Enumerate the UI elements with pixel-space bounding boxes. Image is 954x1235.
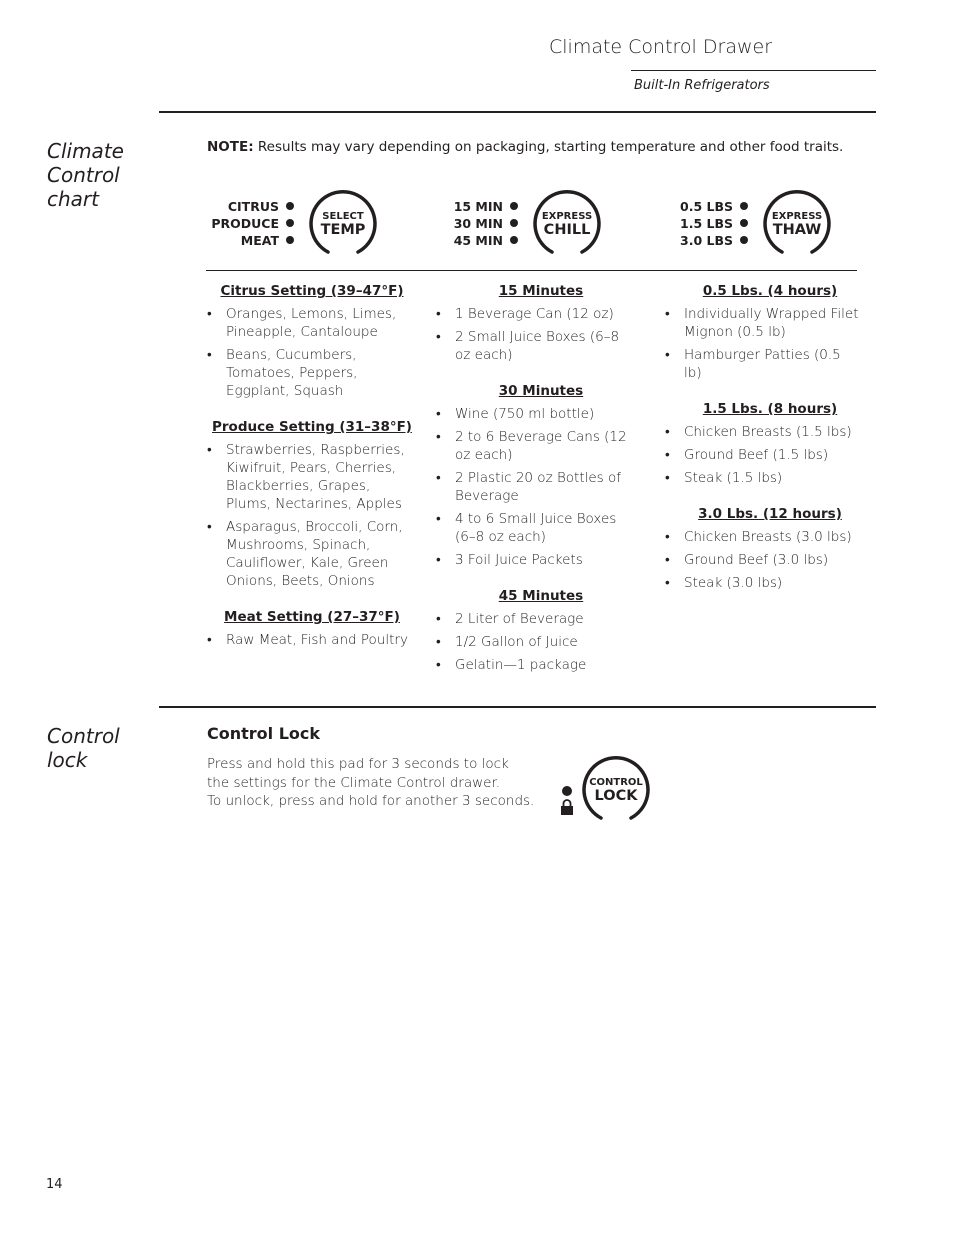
select-temp-control xyxy=(200,189,378,261)
side-title-line: Control xyxy=(47,163,120,187)
page-header-title: Climate Control Drawer xyxy=(549,36,772,58)
indicator-dot-icon xyxy=(562,786,572,796)
list-item: • Asparagus, Broccoli, Corn, Mushrooms, Spinach, Cauliflower, Kale, Green Onions, Beets, Onions xyxy=(207,518,419,590)
express-thaw-column xyxy=(665,282,860,597)
indicator-dot-icon xyxy=(740,219,748,227)
control-option: 30 MIN xyxy=(454,215,518,232)
note-label: NOTE: xyxy=(207,139,254,155)
item-list xyxy=(436,610,632,674)
list-item: • Raw Meat, Fish and Poultry xyxy=(207,631,419,649)
list-item: • Individually Wrapped Filet Mignon (0.5 lb) xyxy=(665,305,860,341)
control-option: 15 MIN xyxy=(454,198,518,215)
indicator-dot-icon xyxy=(740,202,748,210)
side-title-climate-chart xyxy=(47,139,124,211)
list-item: • 2 Small Juice Boxes (6–8 oz each) xyxy=(436,328,632,364)
ring-label-small: CONTROL xyxy=(589,777,643,788)
setting-heading: Meat Setting (27–37°F) xyxy=(224,609,400,625)
control-lock-button-graphic xyxy=(581,755,651,825)
ring-label-big: TEMP xyxy=(320,222,366,238)
instruction-line: Press and hold this pad for 3 seconds to lock xyxy=(207,756,509,772)
header-divider xyxy=(631,70,876,71)
control-option: PRODUCE xyxy=(211,215,294,232)
item-list xyxy=(665,423,860,487)
list-item: • 2 to 6 Beverage Cans (12 oz each) xyxy=(436,428,632,464)
item-list xyxy=(207,631,419,649)
note-text: Results may vary depending on packaging, starting temperature and other food traits. xyxy=(253,139,844,155)
ring-label-small: SELECT xyxy=(322,211,364,222)
indicator-dot-icon xyxy=(510,236,518,244)
page-number: 14 xyxy=(46,1177,63,1192)
list-item: • Steak (1.5 lbs) xyxy=(665,469,860,487)
side-title-line: Control xyxy=(47,724,120,748)
setting-heading: 45 Minutes xyxy=(498,588,584,604)
setting-heading: 15 Minutes xyxy=(498,283,584,299)
side-title-line: chart xyxy=(47,187,99,211)
setting-heading: 0.5 Lbs. (4 hours) xyxy=(702,283,838,299)
ring-label-big: THAW xyxy=(772,222,822,238)
setting-heading: Citrus Setting (39–47°F) xyxy=(220,283,404,299)
list-item: • Wine (750 ml bottle) xyxy=(436,405,632,423)
control-option: 0.5 LBS xyxy=(680,198,748,215)
control-lock-heading: Control Lock xyxy=(207,724,321,743)
chart-divider xyxy=(206,270,857,271)
list-item: • Ground Beef (1.5 lbs) xyxy=(665,446,860,464)
list-item: • Beans, Cucumbers, Tomatoes, Peppers, Eggplant, Squash xyxy=(207,346,419,400)
indicator-dot-icon xyxy=(286,202,294,210)
list-item: • 2 Plastic 20 oz Bottles of Beverage xyxy=(436,469,632,505)
list-item: • Oranges, Lemons, Limes, Pineapple, Cantaloupe xyxy=(207,305,419,341)
side-title-control-lock xyxy=(47,724,120,772)
instruction-line: To unlock, press and hold for another 3 seconds. xyxy=(207,793,535,809)
setting-heading: 1.5 Lbs. (8 hours) xyxy=(702,401,838,417)
item-list xyxy=(207,441,419,590)
indicator-dot-icon xyxy=(740,236,748,244)
express-chill-control xyxy=(420,189,602,261)
list-item: • 4 to 6 Small Juice Boxes (6–8 oz each) xyxy=(436,510,632,546)
list-item: • Ground Beef (3.0 lbs) xyxy=(665,551,860,569)
setting-heading: 30 Minutes xyxy=(498,383,584,399)
setting-heading: 3.0 Lbs. (12 hours) xyxy=(698,506,842,522)
instruction-line: the settings for the Climate Control drawer. xyxy=(207,774,501,791)
control-option: 45 MIN xyxy=(454,232,518,249)
section-divider-control-lock xyxy=(159,706,876,708)
results-note xyxy=(207,139,843,155)
list-item: • Chicken Breasts (3.0 lbs) xyxy=(665,528,860,546)
list-item: • Strawberries, Raspberries, Kiwifruit, Pears, Cherries, Blackberries, Grapes, Plums, Nectarines, Apples xyxy=(207,441,419,513)
ring-label-small: EXPRESS xyxy=(771,211,823,222)
item-list xyxy=(436,405,632,569)
list-item: • 3 Foil Juice Packets xyxy=(436,551,632,569)
list-item: • Gelatin—1 package xyxy=(436,656,632,674)
indicator-dot-icon xyxy=(510,219,518,227)
select-temp-column xyxy=(207,282,419,654)
ring-label-big: LOCK xyxy=(594,788,638,804)
list-item: • Chicken Breasts (1.5 lbs) xyxy=(665,423,860,441)
control-lock-instructions xyxy=(207,755,534,811)
ring-label-big: CHILL xyxy=(543,222,591,238)
list-item: • Steak (3.0 lbs) xyxy=(665,574,860,592)
indicator-dot-icon xyxy=(510,202,518,210)
item-list xyxy=(207,305,419,400)
section-divider-climate xyxy=(159,111,876,113)
item-list xyxy=(665,528,860,592)
control-option: 1.5 LBS xyxy=(680,215,748,232)
list-item: • 2 Liter of Beverage xyxy=(436,610,632,628)
control-option: 3.0 LBS xyxy=(680,232,748,249)
list-item: • 1 Beverage Can (12 oz) xyxy=(436,305,632,323)
express-thaw-control xyxy=(650,189,832,261)
express-chill-column xyxy=(436,282,632,679)
list-item: • 1/2 Gallon of Juice xyxy=(436,633,632,651)
lock-icon xyxy=(560,799,574,815)
ring-label-small: EXPRESS xyxy=(541,211,593,222)
item-list xyxy=(436,305,632,364)
indicator-dot-icon xyxy=(286,236,294,244)
control-option: MEAT xyxy=(211,232,294,249)
indicator-dot-icon xyxy=(286,219,294,227)
side-title-line: lock xyxy=(47,748,88,772)
setting-heading: Produce Setting (31–38°F) xyxy=(212,419,412,435)
list-item: • Hamburger Patties (0.5 lb) xyxy=(665,346,860,382)
item-list xyxy=(665,305,860,382)
page-header-subtitle: Built-In Refrigerators xyxy=(634,78,770,93)
control-option: CITRUS xyxy=(211,198,294,215)
side-title-line: Climate xyxy=(47,139,124,163)
